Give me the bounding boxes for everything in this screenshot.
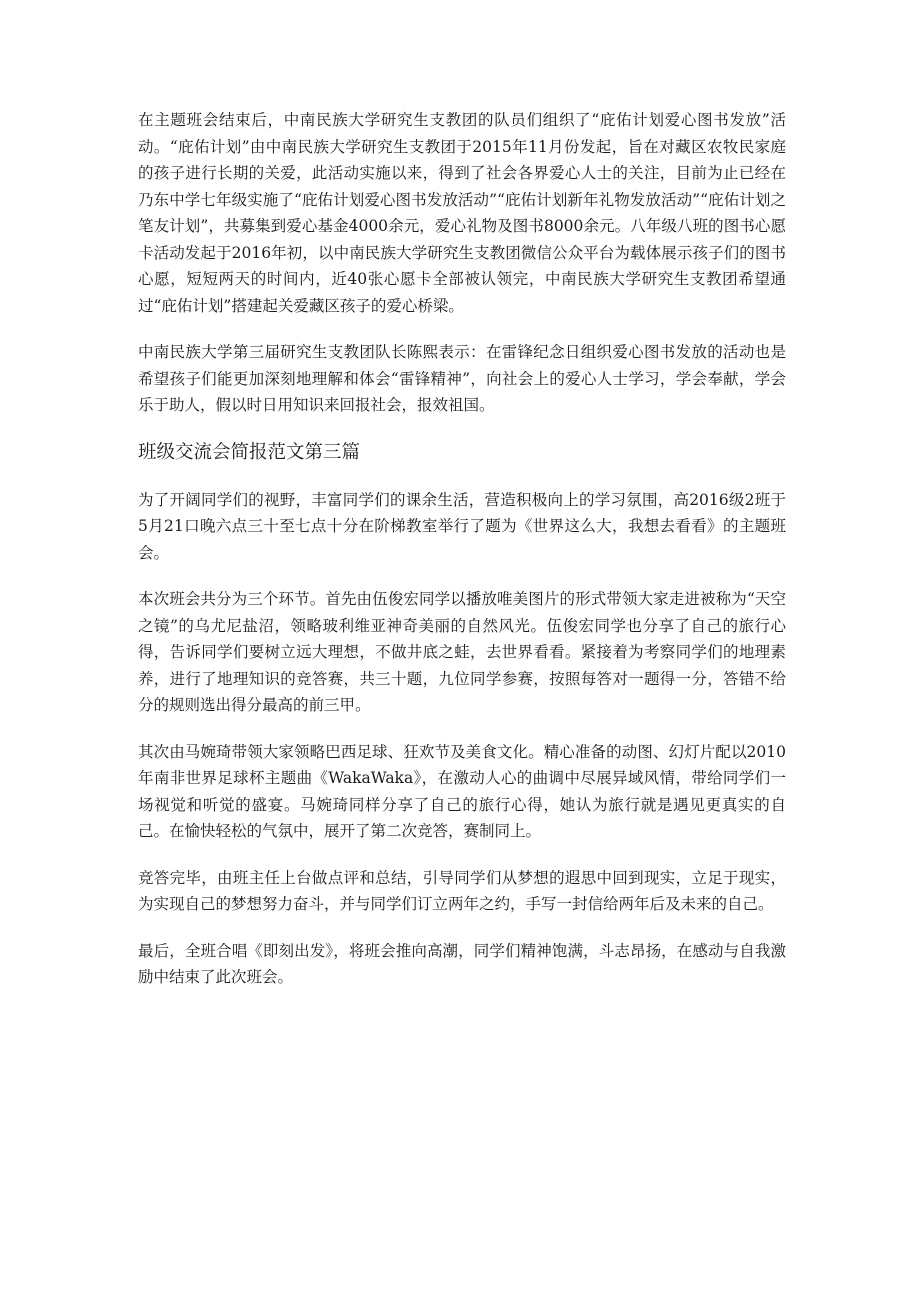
- paragraph-team-leader-statement: 中南民族大学第三届研究生支教团队长陈熙表示：在雷锋纪念日组织爱心图书发放的活动也是希望孩子们能更加深刻地理解和体会“雷锋精神”，向社会上的爱心人士学习，学会奉献，学会乐于助人，假以时日用知识来回报社会，报效祖国。: [138, 343, 786, 414]
- document-page: [138, 107, 786, 1011]
- paragraph-closing: 最后，全班合唱《即刻出发》，将班会推向高潮，同学们精神饱满，斗志昂扬，在感动与自我激励中结束了此次班会。: [138, 941, 786, 986]
- paragraph-love-book-activity: 在主题班会结束后，中南民族大学研究生支教团的队员们组织了“庇佑计划爱心图书发放”活动。“庇佑计划”由中南民族大学研究生支教团于2015年11月份发起，旨在对藏区农牧民家庭的孩子进行长期的关爱，此活动实施以来，得到了社会各界爱心人士的关注，目前为止已经在乃东中学七年级实施了“庇佑计划爱心图书发放活动”“庇佑计划新年礼物发放活动”“庇佑计划之笔友计划”，共募集到爱心基金4000余元，爱心礼物及图书8000余元。八年级八班的图书心愿卡活动发起于2016年初，以中南民族大学研究生支教团微信公众平台为载体展示孩子们的图书心愿，短短两天的时间内，近40张心愿卡全部被认领完，中南民族大学研究生支教团希望通过“庇佑计划”搭建起关爱藏区孩子的爱心桥梁。: [138, 111, 786, 315]
- paragraph-teacher-summary: 竞答完毕，由班主任上台做点评和总结，引导同学们从梦想的遐思中回到现实，立足于现实，为实现自己的梦想努力奋斗，并与同学们订立两年之约，手写一封信给两年后及未来的自己。: [138, 868, 786, 913]
- paragraph-class-meeting-intro: 为了开阔同学们的视野，丰富同学们的课余生活，营造积极向上的学习氛围，高2016级2班于5月21口晚六点三十至七点十分在阶梯教室举行了题为《世界这么大，我想去看看》的主题班会。: [138, 490, 786, 562]
- section-heading: 班级交流会简报范文第三篇: [138, 441, 361, 463]
- paragraph-brazil-culture: 其次由马婉琦带领大家领略巴西足球、狂欢节及美食文化。精心准备的动图、幻灯片配以2010年南非世界足球杯主题曲《WakaWaka》，在激动人心的曲调中尽展异域风情，带给同学们一场视觉和听觉的盛宴。马婉琦同样分享了自己的旅行心得，她认为旅行就是遇见更真实的自己。在愉快轻松的气氛中，展开了第二次竞答，赛制同上。: [138, 742, 786, 840]
- paragraph-three-sessions: 本次班会共分为三个环节。首先由伍俊宏同学以播放唯美图片的形式带领大家走进被称为“天空之镜”的乌尤尼盐沼，领略玻利维亚神奇美丽的自然风光。伍俊宏同学也分享了自己的旅行心得，告诉同学们要树立远大理想，不做井底之蛙，去世界看看。紧接着为考察同学们的地理素养，进行了地理知识的竞答赛，共三十题，九位同学参赛，按照每答对一题得一分，答错不给分的规则选出得分最高的前三甲。: [138, 590, 786, 714]
